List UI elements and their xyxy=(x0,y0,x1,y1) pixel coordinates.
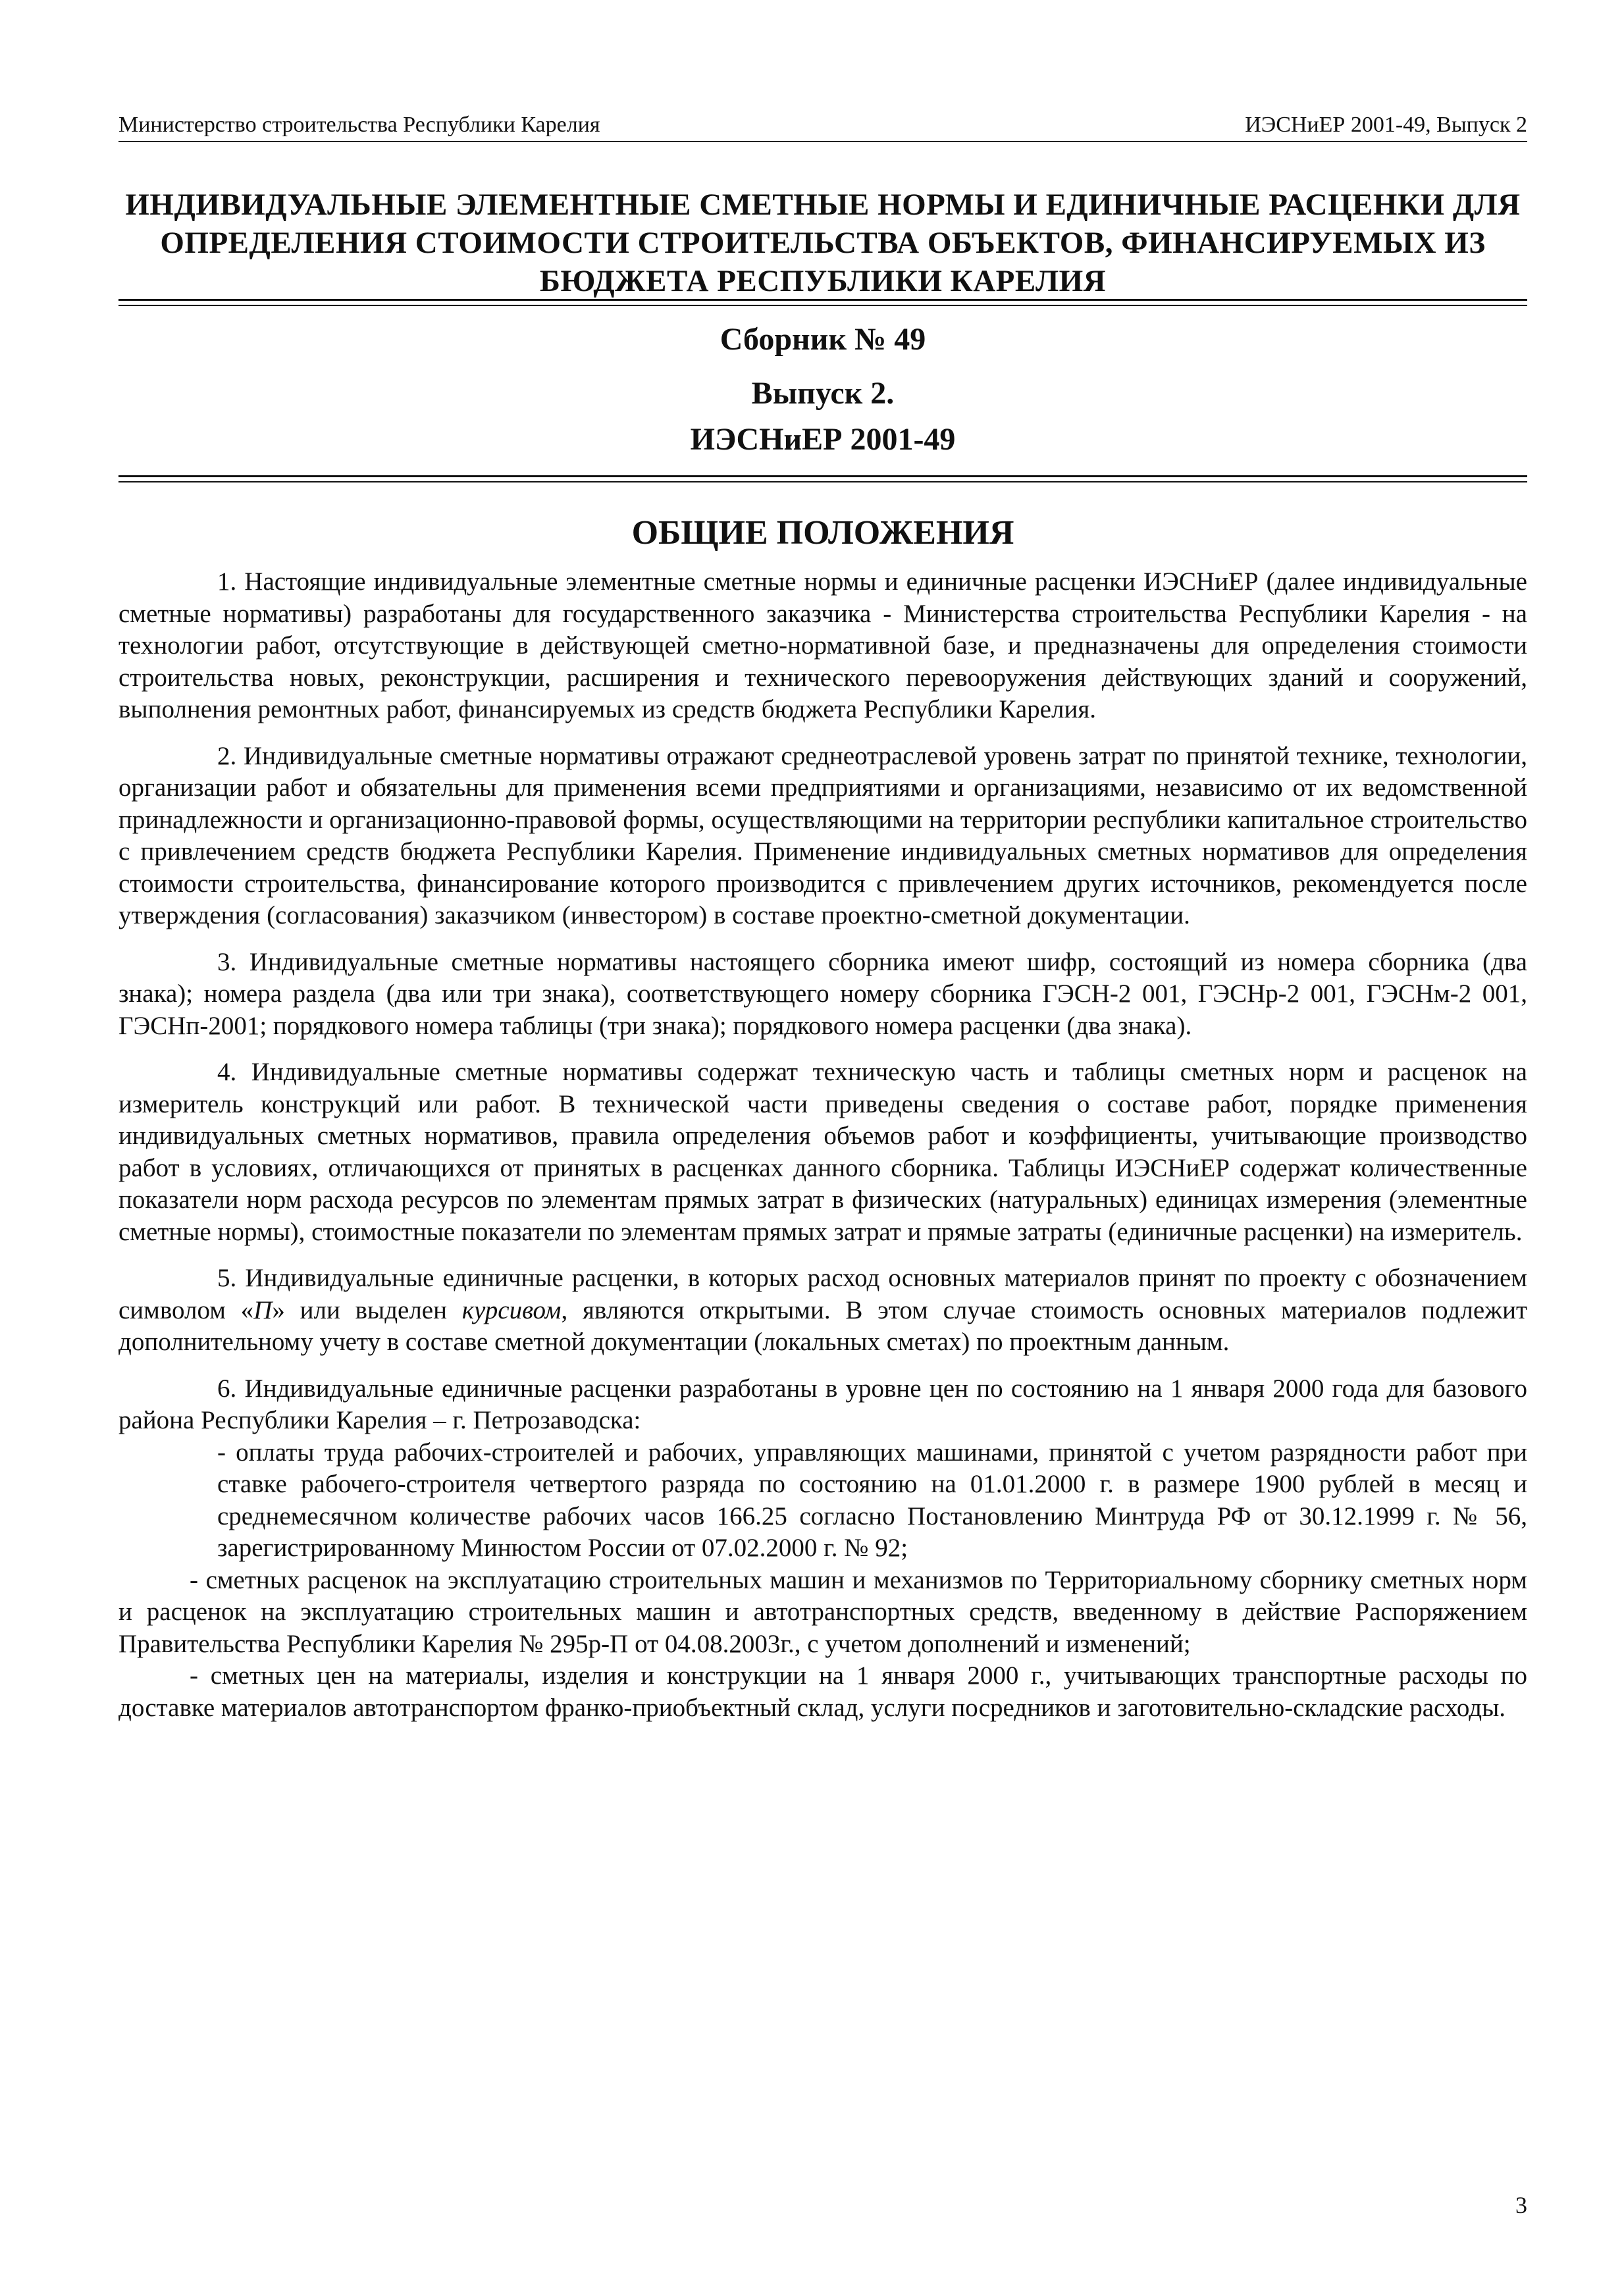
paragraph-5-part-3: , являются открытыми. В этом случае стоимость основных материалов подлежит дополнительному учету в составе сметной документации (локальных сметах) по проектным данным. xyxy=(118,1295,1527,1356)
running-header xyxy=(118,112,1527,142)
header-ministry: Министерство строительства Республики Карелия xyxy=(118,113,600,137)
paragraph-6-item-1: - оплаты труда рабочих-строителей и рабочих, управляющих машинами, принятой с учетом разрядности работ при ставке рабочего-строителя четвертого разряда по состоянию на 01.01.2000 г. в размере 1900 рублей в месяц и среднемесячном количестве рабочих часов 166.25 согласно Постановлению Минтруда РФ от 30.12.1999 г. № 56, зарегистрированному Минюстом России от 07.02.2000 г. № 92; xyxy=(217,1438,1527,1562)
collection-number: Сборник № 49 xyxy=(720,322,926,357)
document-body xyxy=(118,566,1527,1724)
section-heading: ОБЩИЕ ПОЛОЖЕНИЯ xyxy=(631,514,1014,552)
paragraph-5 xyxy=(118,1263,1527,1359)
page-number: 3 xyxy=(1515,2192,1527,2218)
collection-code: ИЭСНиЕР 2001-49 xyxy=(690,422,956,457)
paragraph-6-item-3: - сметных цен на материалы, изделия и конструкции на 1 января 2000 г., учитывающих транспортные расходы по доставке материалов автотранспортом франко-приобъектный склад, услуги посредников и заготовительно-складские расходы. xyxy=(118,1661,1527,1722)
paragraph-4: 4. Индивидуальные сметные нормативы содержат техническую часть и таблицы сметных норм и расценок на измеритель конструкций или работ. В технической части приведены сведения о составе работ, порядке применения индивидуальных сметных нормативов, правила определения объемов работ и коэффициенты, учитывающие производство работ в условиях, отличающихся от принятых в расценках данного сборника. Таблицы ИЭСНиЕР содержат количественные показатели норм расхода ресурсов по элементам прямых затрат в физических (натуральных) единицах измерения (элементные сметные нормы), стоимостные показатели по элементам прямых затрат и прямые затраты (единичные расценки) на измеритель. xyxy=(118,1058,1527,1246)
paragraph-6: 6. Индивидуальные единичные расценки разработаны в уровне цен по состоянию на 1 января 2000 года для базового района Республики Карелия – г. Петрозаводска: xyxy=(118,1374,1527,1434)
paragraph-2: 2. Индивидуальные сметные нормативы отражают среднеотраслевой уровень затрат по принятой технике, технологии, организации работ и обязательны для применения всеми предприятиями и организациями, независимо от их ведомственной принадлежности и организационно-правовой формы, осуществляющими на территории республики капитальное строительство с привлечением средств бюджета Республики Карелия. Применение индивидуальных сметных нормативов для определения стоимости строительства, финансирование которого производится с привлечением других источников, рекомендуется после утверждения (согласования) заказчиком (инвестором) в составе проектно-сметной документации. xyxy=(118,741,1527,929)
title-divider xyxy=(118,299,1527,306)
collection-issue: Выпуск 2. xyxy=(751,376,895,411)
paragraph-5-symbol: П xyxy=(253,1295,273,1324)
paragraph-6-item-2: - сметных расценок на эксплуатацию строительных машин и механизмов по Территориальному сборнику сметных норм и расценок на эксплуатацию строительных машин и автотранспортных средств, введенному в действие Распоряжением Правительства Республики Карелия № 295р-П от 04.08.2003г., с учетом дополнений и изменений; xyxy=(118,1565,1527,1658)
paragraph-5-part-1: 5. Индивидуальные единичные расценки, в которых расход основных материалов принят по проекту с обозначением символом « xyxy=(118,1264,1527,1324)
document-title xyxy=(118,186,1527,300)
paragraph-5-part-2: » или выделен xyxy=(272,1295,462,1324)
paragraph-1: 1. Настоящие индивидуальные элементные сметные нормы и единичные расценки ИЭСНиЕР (далее индивидуальные сметные нормативы) разработаны для государственного заказчика - Министерства строительства Республики Карелия - на технологии работ, отсутствующие в действующей сметно-нормативной базе, и предназначены для определения стоимости строительства новых, реконструкции, расширения и технического перевооружения действующих зданий и сооружений, выполнения ремонтных работ, финансируемых из средств бюджета Республики Карелия. xyxy=(118,567,1527,723)
header-document-code: ИЭСНиЕР 2001-49, Выпуск 2 xyxy=(1245,113,1527,137)
document-title-line-1: ИНДИВИДУАЛЬНЫЕ ЭЛЕМЕНТНЫЕ СМЕТНЫЕ НОРМЫ И ЕДИНИЧНЫЕ РАСЦЕНКИ ДЛЯ xyxy=(125,188,1521,222)
document-title-line-2: ОПРЕДЕЛЕНИЯ СТОИМОСТИ СТРОИТЕЛЬСТВА ОБЪЕКТОВ, ФИНАНСИРУЕМЫХ ИЗ xyxy=(160,226,1486,260)
document-title-line-3: БЮДЖЕТА РЕСПУБЛИКИ КАРЕЛИЯ xyxy=(539,264,1107,298)
paragraph-3: 3. Индивидуальные сметные нормативы настоящего сборника имеют шифр, состоящий из номера сборника (два знака); номера раздела (два или три знака), соответствующего номеру сборника ГЭСН-2 001, ГЭСНр-2 001, ГЭСНм-2 001, ГЭСНп-2001; порядкового номера таблицы (три знака); порядкового номера расценки (два знака). xyxy=(118,947,1527,1040)
collection-divider xyxy=(118,475,1527,482)
paragraph-5-italic-word: курсивом xyxy=(461,1295,562,1324)
